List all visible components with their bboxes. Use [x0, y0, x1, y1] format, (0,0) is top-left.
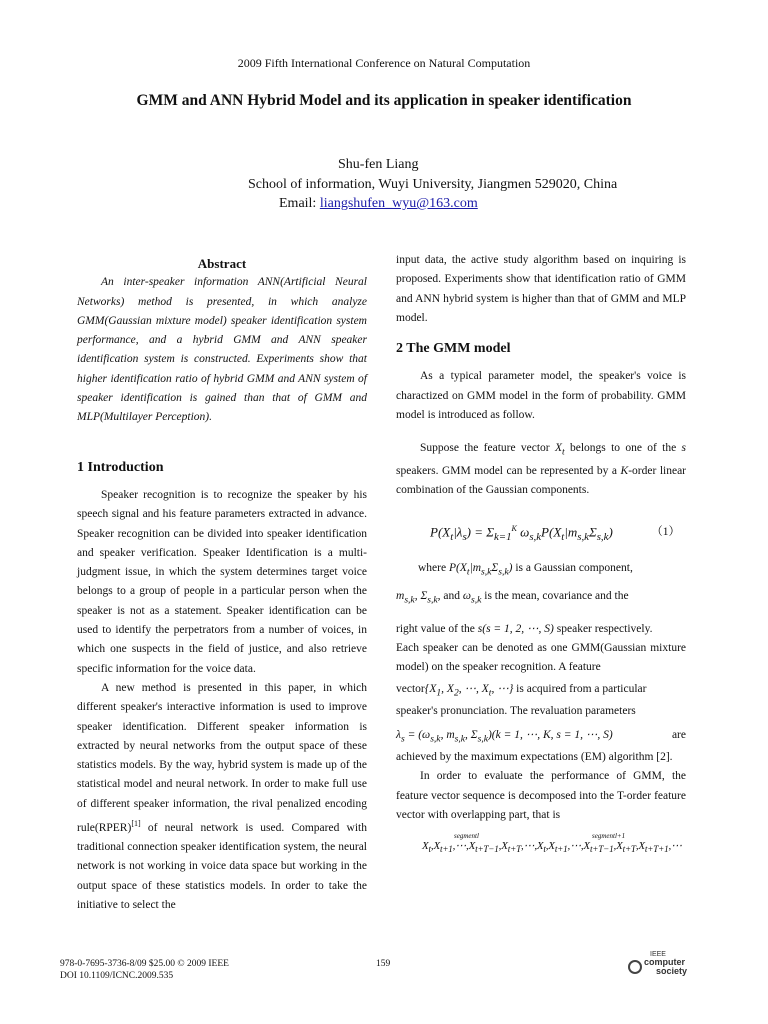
formula-s-range: s(s = 1, 2, ⋯, S) [477, 622, 554, 635]
formula-xt: $X_t$ [554, 442, 565, 458]
formula-s: s [681, 442, 687, 455]
page-number: 159 [376, 959, 391, 969]
intro-paragraph-2: A new method is presented in this paper, in which different speaker's interactive information is used to improve speaker identification. Different speaker information is extracted by neural networks from the output space of these statistics models. By the way, hybrid system is made up of the statistical model and neural network. In order to make full use of different speaker information, the rival penalized encoding rule(RPER)[1] of neural network is used. Compared with traditional connection speaker identification system, the neural network is not working in voice data space but working in the output space of these statistics models. In order to take the initiative to select the [77, 681, 367, 912]
gmm-lambda-line: $\lambda_s = (\omega_{s,k}$, $m_{s,k}$, $\Sigma_{s,k})(k = 1$, ⋯, K, s = 1, ⋯, S) are [396, 728, 686, 744]
gmm-heading: 2 The GMM model [396, 341, 511, 357]
formula-k: K [620, 464, 629, 477]
conference-header: 2009 Fifth International Conference on Natural Computation [237, 56, 531, 70]
formula-segments: $X_t,X_{t+1},\cdots,X_{t+T-1},X_{t+T},\cdots,X_t,X_{t+1},\cdots,X_{t+T-1},X_{t+T},X_{t+T+1},\cdots$ [422, 840, 682, 855]
formula-params: $m_{s,k}$, $\Sigma_{s,k}$, [396, 590, 441, 606]
equation-1 [396, 507, 686, 553]
right-column [396, 251, 686, 865]
citation-ref: [1] [131, 819, 141, 829]
left-column [77, 254, 367, 915]
segment-label-2: segmentl+1 [592, 832, 626, 841]
gmm-where-line: where $P(X_t|m_{s,k}\Sigma_{s,k})$ is a Gaussian component, [418, 561, 633, 577]
formula-gaussian: $P(X_t|m_{s,k}\Sigma_{s,k})$ [448, 561, 513, 577]
email-label: Email: [279, 196, 320, 211]
gmm-right-value-line: right value of the s(s = 1, 2, ⋯, S) speaker respectively. [396, 622, 653, 635]
gmm-paragraph-1: As a typical parameter model, the speaker's voice is charactized on GMM model in the form of probability. GMM model is introduced as follow. [396, 370, 686, 422]
gmm-pron-line: speaker's pronunciation. The revaluation parameters [396, 705, 636, 718]
logo-globe-icon [628, 960, 642, 974]
equation-number: （1） [651, 525, 680, 538]
intro-heading: 1 Introduction [77, 459, 164, 475]
gmm-each-speaker: Each speaker can be denoted as one GMM(Gaussian mixture model) on the speaker recognition. A feature [396, 642, 686, 674]
segment-equation [396, 829, 686, 865]
formula-vector-set: {$X_1$, $X_2$, ⋯, $X_t$, ⋯} [424, 682, 514, 698]
intro-paragraph-1: Speaker recognition is to recognize the speaker by his speech signal and his feature parameters extracted in advance. Speaker recognition can be divided into speaker identification and speaker verification. Speaker Identification is a multi-judgment issue, in which the system determines target voice belongs to a group of people in a particular person when the speaker is not as a statement. Speaker identification can be used to identify the perpetrators from a number of voices, in which one suspects in the field of justice, and also retrieve specific information for the voice data. [77, 488, 367, 675]
gmm-paragraph-3: In order to evaluate the performance of GMM, the feature vector sequence is decomposed into the T-order feature vector with overlapping part, that is [396, 770, 686, 822]
footer-doi: DOI 10.1109/ICNC.2009.535 [60, 971, 174, 981]
formula-omega: $\omega_{s,k}$ [462, 590, 482, 606]
author-affiliation: School of information, Wuyi University, Jiangmen 529020, China [248, 177, 618, 192]
gmm-params-line: $m_{s,k}$, $\Sigma_{s,k}$, and $\omega_{s,k}$ is the mean, covariance and the [396, 590, 629, 606]
gmm-vector-line: $vector\{X_1$, $X_2$, ⋯, $X_t$, ⋯} is acquired from a particular [396, 682, 647, 698]
equation-1-formula: $P(X_t|\lambda_s) = \Sigma_{k=1}^K$ $\omega_{s,k}P(X_t|m_{s,k}\Sigma_{s,k})$ [430, 523, 613, 543]
ieee-computer-society-logo: IEEE computer society [628, 950, 708, 980]
abstract-text: An inter-speaker information ANN(Artificial Neural Networks) method is presented, in which analyze GMM(Gaussian mixture model) speaker identification system performance, and a hybrid GMM and ANN speaker identification system is constructed. Experiments show that higher identification ratio of hybrid GMM and ANN system of speaker identification is gained than that of GMM and MLP(Multilayer Perception). [77, 276, 367, 424]
intro-continuation: input data, the active study algorithm based on inquiring is proposed. Experiments show that identification ratio of GMM and ANN hybrid system is higher than that of GMM and MLP model. [396, 254, 686, 324]
abstract-heading: Abstract [197, 256, 247, 271]
gmm-achieved-line: achieved by the maximum expectations (EM) algorithm [2]. [396, 751, 673, 764]
gmm-paragraph-suppose: Suppose the feature vector $X_t$ belongs to one of the s speakers. GMM model can be represented by a K-order linear combination of the Gaussian components. [396, 442, 687, 497]
formula-lambda: $\lambda_s = (\omega_{s,k}$, $m_{s,k}$, $\Sigma_{s,k})(k = 1$, ⋯, K, s = 1, ⋯, S) [396, 728, 613, 744]
paper-title: GMM and ANN Hybrid Model and its application in speaker identification [136, 92, 632, 109]
email-link[interactable]: liangshufen_wyu@163.com [319, 196, 478, 211]
author-name: Shu-fen Liang [338, 157, 419, 172]
footer-isbn: 978-0-7695-3736-8/09 $25.00 © 2009 IEEE [60, 959, 229, 969]
author-email [279, 196, 478, 212]
segment-label-1: segmentl [454, 832, 479, 841]
